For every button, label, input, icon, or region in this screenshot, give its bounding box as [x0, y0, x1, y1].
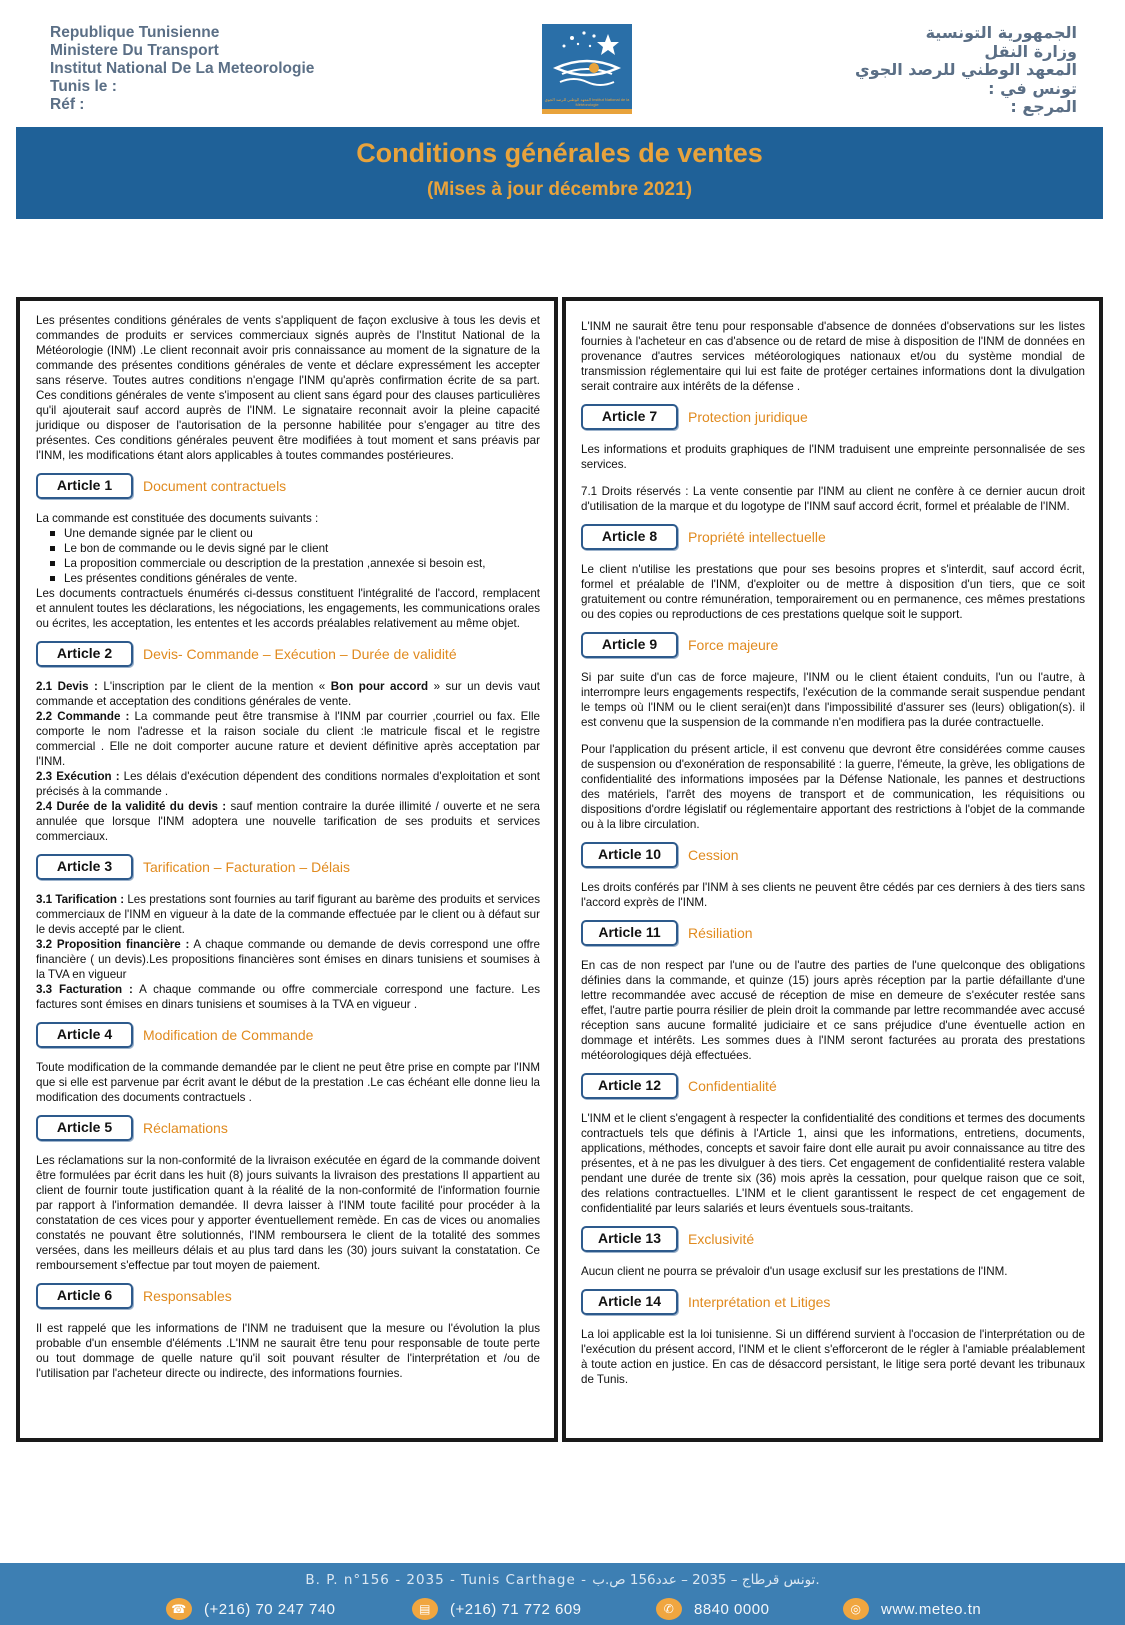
document-title: Conditions générales de ventes: [356, 138, 763, 168]
article-13-title: Exclusivité: [688, 1231, 755, 1247]
article-2-devis: 2.1 Devis : L'inscription par le client de la mention « Bon pour accord » sur un devis vaut commande et acceptation des conditions générales de vente.: [36, 680, 541, 708]
article-7-heading: [581, 404, 1085, 430]
header-ministry-ar: وزارة النقل: [984, 41, 1077, 61]
list-item: La proposition commerciale ou description de la prestation ,annexée si besoin est,: [50, 556, 540, 571]
article-5-text: Les réclamations sur la non-conformité de la livraison exécutée en égard de la commande doivent être formulées par écrit dans les huit (8) jours suivants la livraison des prestations Il appartient au client de fournir toute justification quant à la réalité de la non-conformité de l'information fournie par rapport à l'information demandée. Il devra laisser à l'INM toute facilité pour procéder à la constatation de ces vices pour y apporter éventuellement remède. En cas de vices ou anomalies constatés ne pouvant être solutionnés, l'INM remboursera le client de la totalité des sommes versées, dans les meilleurs délais et au plus tard dans les (30) jours suivant la constatation. Ce remboursement s'effectue par tout moyen de paiement.: [36, 1154, 540, 1272]
article-11-text: En cas de non respect par l'une ou de l'autre des parties de l'une quelconque des obligations définies dans la commande, et quinze (15) jours après réception par la partie défaillante d'une lettre recommandée avec accusé de réception de mise en demeure de s'exécuter restée sans effet, l'autre partie pourra résilier de plein droit la commande par lettre recommandée avec accusé réception sans aucune formalité judiciaire et ce sans préjudice d'une éventuelle action en dommage et intérêts. Les sommes dues à l'INM seront facturées au prorata des prestations météorologiques déjà effectuées.: [581, 959, 1085, 1062]
list-item: Une demande signée par le client ou: [50, 526, 540, 541]
article-4-title: Modification de Commande: [143, 1027, 314, 1043]
footer-hotline: [656, 1598, 769, 1620]
article-9-text: Si par suite d'un cas de force majeure, l'INM ou le client étaient conduits, l'un ou l'autre, à interrompre leurs engagements respectifs, l'exécution de la commande serait suspendue pendant le temps où l'INM ou le client serai(en)t dans l'impossibilité d'assurer ses (leurs) obligation(s). il est convenu que la suspension de la commande n'en modifiera pas la durée contractuelle.: [581, 671, 1085, 729]
article-6-badge: Article 6: [36, 1283, 133, 1309]
left-column: [16, 297, 558, 1442]
article-7-droits: 7.1 Droits réservés : La vente consentie par l'INM au client ne confère à ce dernier aucun droit d'utilisation de la marque et du logotype de l'INM sauf accord écrit, formel et préalable de l'INM.: [581, 485, 1085, 513]
article-5-heading: [36, 1115, 540, 1141]
article-2-validite: 2.4 Durée de la validité du devis : sauf mention contraire la durée illimité / ouverte et ne sera annulée que lorsque l'INM adoptera une nouvelle tarification de ses produits et services commerciaux.: [36, 800, 540, 843]
article-11-title: Résiliation: [688, 925, 753, 941]
list-item: Le bon de commande ou le devis signé par le client: [50, 541, 540, 556]
article-3-heading: [36, 854, 540, 880]
article-3-tarification: 3.1 Tarification : Les prestations sont fournies au tarif figurant au barème des produits et services commerciaux de l'INM en vigueur à la date de la commande effectuée par le client ou à défaut sur le devis accepté par le client.: [36, 893, 541, 936]
header-institute-ar: المعهد الوطني للرصد الجوي: [855, 60, 1077, 79]
footer-phone-number: (+216) 70 247 740: [204, 1600, 336, 1618]
article-14-heading: [581, 1289, 1085, 1315]
article-14-text: La loi applicable est la loi tunisienne. Si un différend survient à l'occasion de l'interprétation ou de l'exécution du présent accord, l'INM et le client s'efforceront de le régler à l'amiable préalablement à toute action en justice. En cas de désaccord persistant, le litige sera porté devant les tribunaux de Tunis.: [581, 1328, 1085, 1386]
title-banner: [16, 127, 1103, 219]
article-1-badge: Article 1: [36, 473, 133, 499]
article-8-heading: [581, 524, 1085, 550]
header-date-label-ar: تونس في :: [988, 78, 1077, 98]
hotline-icon: ✆: [656, 1598, 682, 1620]
footer-website: [843, 1598, 981, 1620]
header-country: Republique Tunisienne: [50, 24, 220, 41]
article-1-lead: La commande est constituée des documents suivants :: [36, 512, 319, 525]
header-french-block: [50, 24, 314, 114]
article-12-title: Confidentialité: [688, 1078, 777, 1094]
article-14-title: Interprétation et Litiges: [688, 1294, 831, 1310]
intro-paragraph: Les présentes conditions générales de vents s'appliquent de façon exclusive à tous les devis et commandes de produits er services commerciaux signés auprès de l'Institut National de la Météorologie (INM) .Le client reconnait avoir pris connaissance au moment de la signature de la commande des présentes conditions générales de vente et déclare expressément les accepter sans réserve. Toutes autres conditions n'engage l'INM qu'après confirmation écrite de sa part. Ces conditions générales de vente s'imposent au client sans égard pour des clauses particulières qu'il ajouterait sauf accord auprès de l'INM. Le signataire reconnait avoir la pleine capacité juridique ou disposer de l'autorisation de la personne habilitée pour s'engager au titre des présentes. Ces conditions générales peuvent être modifiées à tout moment et sans préavis par l'INM, les modifications étant alors applicables à toutes commandes postérieures.: [36, 314, 540, 462]
article-1-text: Les documents contractuels énumérés ci-dessus constituent l'intégralité de l'accord, remplacent et annulent toutes les déclarations, les négociations, les engagements, les communications orales ou écrites, les acceptation, les ententes et les accords préalables relativement au même objet.: [36, 587, 540, 630]
inm-emblem-icon: [542, 24, 632, 100]
article-12-heading: [581, 1073, 1085, 1099]
article-12-text: L'INM et le client s'engagent à respecter la confidentialité des conditions et termes des documents contractuels tels que définis à l'Article 1, ainsi que les informations, entretiens, documents, applications, méthodes, concepts et savoir faire dont elle aurait pu avoir connaissance au titre des présentes, et à ne pas les divulguer à des tiers. Cet engagement de confidentialité restera valable pendant une durée de trente six (36) mois après la cessation, pour quelque raison que ce soit, des relations contractuelles. L'INM et le client garantissent le respect de cet engagement de confidentialité par leurs salariés et leurs éventuels sous-traitants.: [581, 1112, 1085, 1215]
header-country-ar: الجمهورية التونسية: [925, 23, 1077, 42]
article-10-text: Les droits conférés par l'INM à ses clients ne peuvent être cédés par ces derniers à des tiers sans l'accord exprès de l'INM.: [581, 881, 1085, 909]
article-1-heading: [36, 473, 540, 499]
header-ministry: Ministere Du Transport: [50, 42, 219, 59]
article-10-badge: Article 10: [581, 842, 678, 868]
article-2-commande: 2.2 Commande : La commande peut être transmise à l'INM par courrier ,courriel ou fax. Elle comporte le nom l'adresse et la raison sociale du client :le matricule fiscal et le registre commercial . Elle ne doit comporter aucune rature et devient définitive après acceptation par l'INM.: [36, 710, 540, 768]
article-6-heading: [36, 1283, 540, 1309]
article-2-badge: Article 2: [36, 641, 133, 667]
fax-icon: ▤: [412, 1598, 438, 1620]
article-14-badge: Article 14: [581, 1289, 678, 1315]
inm-logo: [542, 24, 632, 114]
article-11-badge: Article 11: [581, 920, 678, 946]
article-9-title: Force majeure: [688, 637, 779, 653]
article-9-badge: Article 9: [581, 632, 678, 658]
phone-icon: ☎: [166, 1598, 192, 1620]
footer-fax-number: (+216) 71 772 609: [450, 1600, 582, 1618]
globe-icon: ◎: [843, 1598, 869, 1620]
article-3-title: Tarification – Facturation – Délais: [143, 859, 350, 875]
article-13-badge: Article 13: [581, 1226, 678, 1252]
article-2-heading: [36, 641, 540, 667]
article-9-causes: Pour l'application du présent article, il est convenu que devront être considérées comme causes de suspension ou d'exonération de responsabilité : la guerre, l'émeute, la grève, les obligations de confidentialité des informations imposées par la Défense Nationale, les pannes et destructions des matériels, l'arrêt des moyens de transport et de communication, les réquisitions ou dispositions d'ordre législatif ou réglementaire apportant des restrictions à l'objet de la commande ou à la libre circulation.: [581, 743, 1085, 831]
footer-website-link[interactable]: www.meteo.tn: [881, 1600, 982, 1618]
article-3-proposition: 3.2 Proposition financière : A chaque commande ou demande de devis correspond une offre financière ( un devis).Les propositions financières sont émises en dinars tunisiens et soumises à la TVA en vigueur: [36, 938, 540, 981]
article-7-badge: Article 7: [581, 404, 678, 430]
header-ref-label: Réf :: [50, 96, 85, 113]
article-12-badge: Article 12: [581, 1073, 678, 1099]
article-6-continued: L'INM ne saurait être tenu pour responsable d'absence de données d'observations sur les listes fournies à l'acheteur en cas d'absence ou de retard de mise à disposition de l'INM de données en provenance d'autres services météorologiques nationaux et/ou du système mondial de transmission réglementaire qui lui est faite de protéger certaines informations dont la divulgation serait contraire aux intérêts de la défense .: [581, 320, 1085, 393]
footer-hotline-number: 8840 0000: [694, 1600, 770, 1618]
article-10-title: Cession: [688, 847, 739, 863]
article-3-facturation: 3.3 Facturation : A chaque commande ou offre commerciale correspond une facture. Les factures sont émises en dinars tunisiens et soumises à la TVA en vigueur .: [36, 983, 541, 1011]
article-6-text: Il est rappelé que les informations de l'INM ne traduisent que la mesure ou l'évolution la plus probable d'un ensemble d'éléments .L'INM ne saurait être tenu pour responsable de toute perte ou tout dommage de quelle nature qu'il soit pouvant résulter de l'interprétation et /ou de l'utilisation par l'acheteur directe ou indirecte, des informations fournies.: [36, 1322, 540, 1380]
footer-phone: [166, 1598, 336, 1620]
header-arabic-block: [855, 24, 1077, 117]
article-13-heading: [581, 1226, 1085, 1252]
article-2-title: Devis- Commande – Exécution – Durée de validité: [143, 646, 457, 662]
article-10-heading: [581, 842, 1085, 868]
footer-fax: [412, 1598, 582, 1620]
header-institute: Institut National De La Meteorologie: [50, 60, 315, 77]
list-item: Les présentes conditions générales de vente.: [50, 571, 540, 586]
logo-caption: المعهد الوطني للرصد الجوي Institut National de la Météorologie: [544, 97, 630, 107]
article-9-heading: [581, 632, 1085, 658]
article-7-title: Protection juridique: [688, 409, 808, 425]
article-8-badge: Article 8: [581, 524, 678, 550]
article-4-badge: Article 4: [36, 1022, 133, 1048]
article-5-badge: Article 5: [36, 1115, 133, 1141]
footer-bar: [0, 1563, 1125, 1625]
article-2-execution: 2.3 Exécution : Les délais d'exécution dépendent des conditions normales d'exploitation et sont précisés à la commande .: [36, 770, 540, 798]
article-8-title: Propriété intellectuelle: [688, 529, 826, 545]
article-1-list: [36, 526, 540, 586]
article-5-title: Réclamations: [143, 1120, 228, 1136]
header-date-label: Tunis le :: [50, 78, 117, 95]
document-subtitle: (Mises à jour décembre 2021): [426, 179, 693, 200]
article-3-badge: Article 3: [36, 854, 133, 880]
article-1-title: Document contractuels: [143, 478, 287, 494]
article-11-heading: [581, 920, 1085, 946]
right-column: [562, 297, 1103, 1442]
article-6-title: Responsables: [143, 1288, 232, 1304]
header-ref-label-ar: المرجع :: [1010, 97, 1077, 116]
footer-address: B. P. n°156 - 2035 - Tunis Carthage - تونس قرطاج – 2035 – عدد156 ص.ب.: [305, 1572, 820, 1588]
article-8-text: Le client n'utilise les prestations que pour ses besoins propres et s'interdit, sauf accord écrit, formel et préalable de l'INM, d'exploiter ou de mettre à disposition d'un tiers, que ce soit gratuitement ou contre rémunération, temporairement ou en permanence, ces mêmes prestations ou des copies ou reproductions de ces prestations quelque soit le support.: [581, 563, 1085, 621]
article-4-heading: [36, 1022, 540, 1048]
article-7-text: Les informations et produits graphiques de l'INM traduisent une empreinte personnalisée de ses services.: [581, 443, 1085, 471]
article-13-text: Aucun client ne pourra se prévaloir d'un usage exclusif sur les prestations de l'INM.: [581, 1265, 1008, 1278]
article-4-text: Toute modification de la commande demandée par le client ne peut être prise en compte par l'INM que si elle est parvenue par écrit avant le début de la prestation .Le cas échéant elle donne lieu la modification des documents contractuels .: [36, 1061, 540, 1104]
